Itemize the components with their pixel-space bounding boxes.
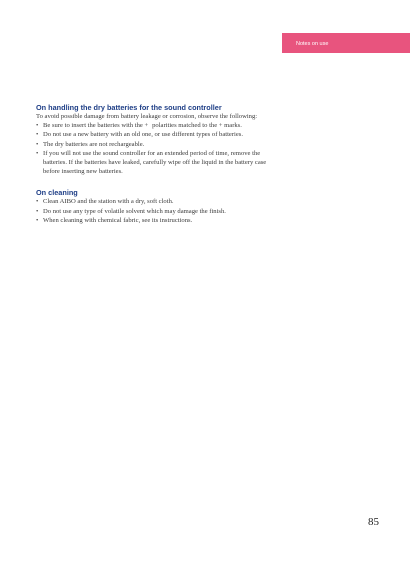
section-heading-cleaning: On cleaning [36, 188, 78, 198]
list-item-text: Do not use a new battery with an old one, or use different types of batteries. [43, 131, 244, 139]
section-intro-batteries: To avoid possible damage from battery leakage or corrosion, observe the following: [36, 113, 258, 120]
bullet-icon: • [36, 131, 39, 139]
battery-precautions-list [36, 122, 268, 177]
page-number: 85 [368, 516, 379, 528]
list-item-text: Clean AIBO and the station with a dry, soft cloth. [43, 198, 174, 206]
list-item [36, 208, 268, 217]
bullet-icon: • [36, 121, 39, 129]
bullet-icon: • [36, 140, 39, 148]
section-tab-label: Notes on use [296, 41, 329, 47]
bullet-icon: • [36, 217, 39, 225]
section-heading-batteries: On handling the dry batteries for the sound controller [36, 103, 222, 112]
list-item-text: The dry batteries are not rechargeable. [43, 140, 145, 148]
bullet-icon: • [36, 150, 39, 158]
list-item [36, 198, 268, 207]
list-item [36, 217, 268, 226]
bullet-icon: • [36, 198, 39, 206]
list-item [36, 122, 268, 131]
list-item [36, 150, 268, 177]
section-tab [282, 33, 410, 53]
list-item-text: Be sure to insert the batteries with the + polarities matched to the + marks. [43, 121, 242, 129]
list-item-text: When cleaning with chemical fabric, see its instructions. [43, 217, 193, 225]
list-item [36, 141, 268, 150]
bullet-icon: • [36, 207, 39, 215]
cleaning-list [36, 198, 268, 226]
list-item-text: Do not use any type of volatile solvent which may damage the finish. [43, 207, 226, 215]
list-item-text: If you will not use the sound controller for an extended period of time, remove the batteries. If the batteries have leaked, carefully wipe off the liquid in the battery case before inserting new batteries. [43, 150, 267, 176]
list-item [36, 131, 268, 140]
main-content [36, 103, 376, 227]
